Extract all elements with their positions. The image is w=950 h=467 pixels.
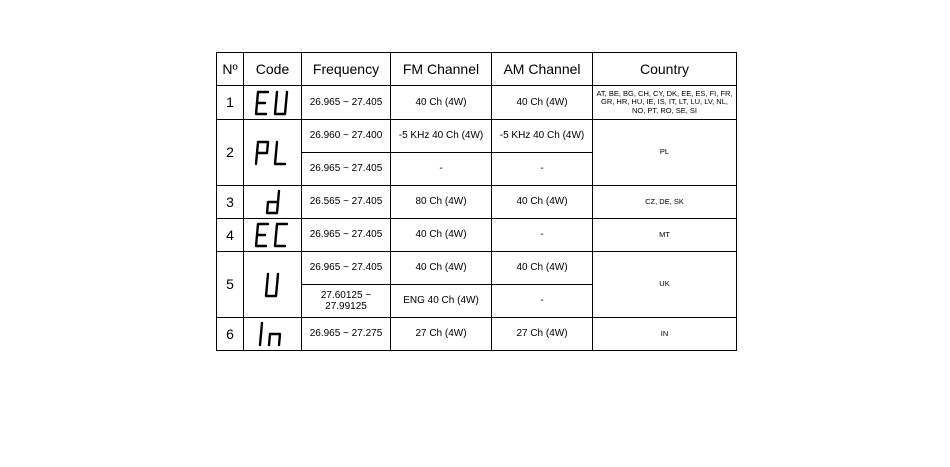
header-code: Code — [244, 53, 302, 86]
header-num: Nº — [217, 53, 244, 86]
fm-channel-cell: 40 Ch (4W) — [391, 86, 492, 120]
fm-channel-cell: 80 Ch (4W) — [391, 186, 492, 219]
row-num: 1 — [217, 86, 244, 120]
code-pl-display — [244, 120, 302, 186]
am-channel-cell: - — [492, 219, 593, 252]
frequency-cell: 27.60125 ~ 27.99125 — [302, 285, 391, 318]
am-channel-cell: - — [492, 153, 593, 186]
code-u-display — [244, 252, 302, 318]
code-in-display — [244, 318, 302, 351]
row-num: 3 — [217, 186, 244, 219]
row-num: 4 — [217, 219, 244, 252]
am-channel-cell: 40 Ch (4W) — [492, 186, 593, 219]
am-channel-cell: 27 Ch (4W) — [492, 318, 593, 351]
header-frequency: Frequency — [302, 53, 391, 86]
table-row — [217, 219, 737, 252]
seven-segment-ec-icon — [253, 221, 293, 249]
country-cell: CZ, DE, SK — [593, 186, 737, 219]
frequency-cell: 26.965 ~ 27.275 — [302, 318, 391, 351]
am-channel-cell: -5 KHz 40 Ch (4W) — [492, 120, 593, 153]
code-d-display — [244, 186, 302, 219]
country-channel-table — [216, 52, 737, 351]
frequency-cell: 26.965 ~ 27.405 — [302, 86, 391, 120]
code-ec-display — [244, 219, 302, 252]
frequency-cell: 26.965 ~ 27.405 — [302, 252, 391, 285]
row-num: 6 — [217, 318, 244, 351]
am-channel-cell: 40 Ch (4W) — [492, 252, 593, 285]
fm-channel-cell: - — [391, 153, 492, 186]
country-cell: AT, BE, BG, CH, CY, DK, EE, ES, FI, FR, GR, HR, HU, IE, IS, IT, LT, LU, LV, NL, NO, PT, RO, SE, SI — [593, 86, 737, 120]
fm-channel-cell: 27 Ch (4W) — [391, 318, 492, 351]
country-cell: MT — [593, 219, 737, 252]
table-row — [217, 186, 737, 219]
seven-segment-in-icon — [253, 320, 293, 348]
country-cell: IN — [593, 318, 737, 351]
header-am-channel: AM Channel — [492, 53, 593, 86]
table-row — [217, 120, 737, 153]
header-country: Country — [593, 53, 737, 86]
fm-channel-cell: 40 Ch (4W) — [391, 219, 492, 252]
seven-segment-d-icon — [253, 188, 293, 216]
frequency-cell: 26.965 ~ 27.405 — [302, 219, 391, 252]
fm-channel-cell: ENG 40 Ch (4W) — [391, 285, 492, 318]
am-channel-cell: - — [492, 285, 593, 318]
am-channel-cell: 40 Ch (4W) — [492, 86, 593, 120]
frequency-cell: 26.565 ~ 27.405 — [302, 186, 391, 219]
row-num: 2 — [217, 120, 244, 186]
frequency-cell: 26.965 ~ 27.405 — [302, 153, 391, 186]
row-num: 5 — [217, 252, 244, 318]
seven-segment-u-icon — [253, 271, 293, 299]
fm-channel-cell: -5 KHz 40 Ch (4W) — [391, 120, 492, 153]
country-cell: UK — [593, 252, 737, 318]
table-row — [217, 318, 737, 351]
table-row — [217, 252, 737, 285]
seven-segment-eu-icon — [253, 89, 293, 117]
table-header-row — [217, 53, 737, 86]
header-fm-channel: FM Channel — [391, 53, 492, 86]
seven-segment-pl-icon — [253, 139, 293, 167]
code-eu-display — [244, 86, 302, 120]
frequency-cell: 26.960 ~ 27.400 — [302, 120, 391, 153]
table-row — [217, 86, 737, 120]
country-cell: PL — [593, 120, 737, 186]
fm-channel-cell: 40 Ch (4W) — [391, 252, 492, 285]
